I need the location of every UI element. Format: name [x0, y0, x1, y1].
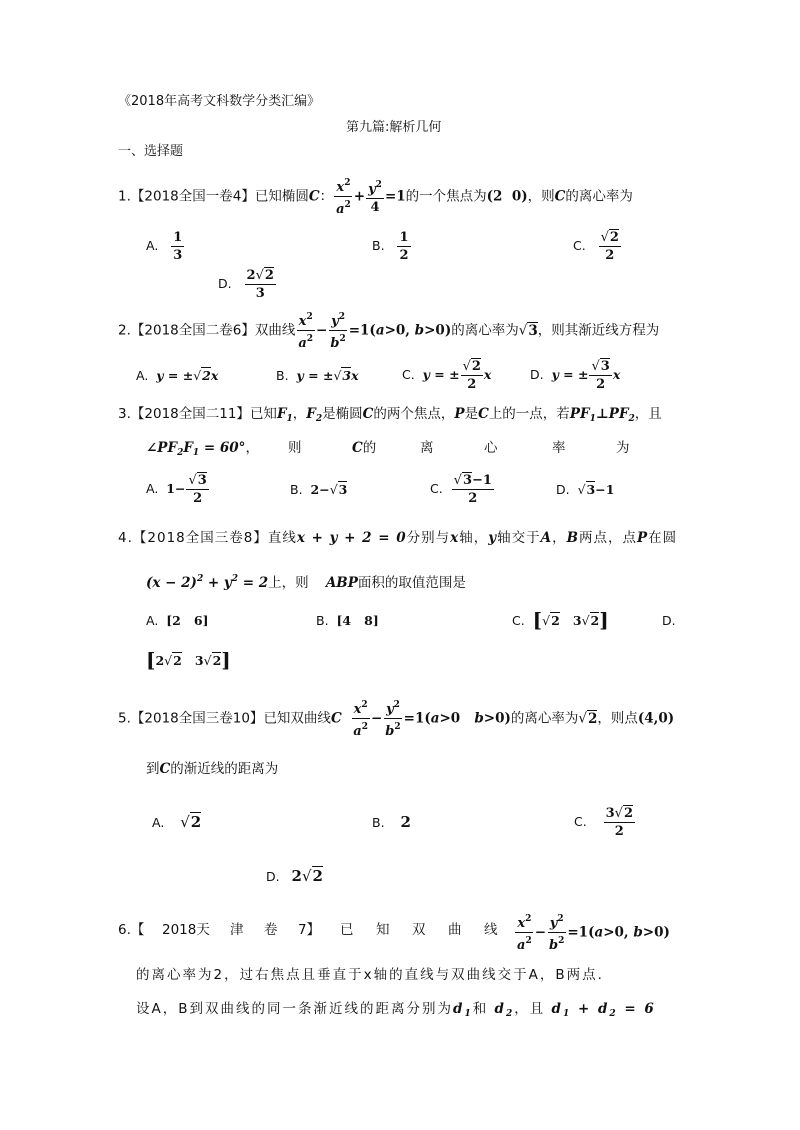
- q4-option-b[interactable]: B. [4 8]: [316, 613, 379, 628]
- book-title: 《2018年高考文科数学分类汇编》: [118, 94, 321, 109]
- q3-option-a[interactable]: A. 1− $\frac{√3}{2}$: [146, 473, 207, 506]
- q5-option-a[interactable]: A. √2: [152, 813, 202, 831]
- math-fraction: $\frac{y^2}{4}$: [368, 180, 382, 215]
- question-2: 2.【2018全国二卷6】双曲线 $\frac{x^2}{a^2}$ − $\frac{y^2}{b^2}$ =1(a>0, b>0)的离心率为√3，则其渐近线方程为: [118, 312, 660, 351]
- q2-option-c[interactable]: C. y = ± $\frac{√2}{2}$ x: [402, 359, 492, 392]
- q4-option-d-label[interactable]: D.: [662, 613, 676, 628]
- q5-option-c[interactable]: C. $\frac{3√2}{2}$: [574, 806, 633, 839]
- question-3: 3.【2018全国二11】已知$F_1$，$F_2$是椭圆C的两个焦点，P是C上的一点，若$PF_1\perp PF_2$，且: [118, 406, 662, 424]
- q1-option-b[interactable]: B. $\frac{1}{2}$: [372, 230, 409, 263]
- question-3-line-2: $\angle PF_2F_1 = 60^\circ$，: [146, 440, 259, 458]
- question-4-line-2: $(x - 2)^2 + y^2 = 2$上，则 ABP面积的取值范围是: [146, 574, 466, 591]
- math-fraction: $\frac{x^2}{a^2}$: [336, 178, 351, 217]
- q5-option-b[interactable]: B. 2: [372, 813, 411, 831]
- q2-option-b[interactable]: B. y = ±√3x: [276, 368, 359, 383]
- question-4: 4.【2018全国三卷8】直线x + y + 2 = 0分别与x轴，y轴交于A，B两点，点P在圆: [118, 530, 678, 546]
- q4-option-c[interactable]: C. [√2 3√2]: [512, 608, 609, 632]
- q4-option-d[interactable]: [2√2 3√2]: [146, 648, 231, 672]
- question-1: 1.【2018全国一卷4】已知椭圆C： $\frac{x^2}{a^2}$ + $\frac{y^2}{4}$ =1的一个焦点为(2 0)，则C的离心率为: [118, 178, 633, 217]
- question-6-line-2: 的离心率为2，过右焦点且垂直于x轴的直线与双曲线交于A，B两点．: [136, 967, 614, 983]
- chapter-title: 第九篇:解析几何: [346, 120, 442, 135]
- q5-option-d[interactable]: D. 2√2: [266, 867, 323, 885]
- q2-option-a[interactable]: A. y = ±√2x: [136, 368, 219, 383]
- q3-option-b[interactable]: B. 2−√3: [290, 482, 348, 497]
- q1-option-a[interactable]: A. $\frac{1}{3}$: [146, 230, 183, 263]
- q3-option-c[interactable]: C. $\frac{√3-1}{2}$: [430, 473, 492, 506]
- q2-option-d[interactable]: D. y = ± $\frac{√3}{2}$ x: [530, 359, 621, 392]
- question-5: 5.【2018全国三卷10】已知双曲线C $\frac{x^2}{a^2}$ − $\frac{y^2}{b^2}$ =1(a>0 b>0)的离心率为√2，则点(4,0): [118, 700, 675, 739]
- question-5-line-2: 到C的渐近线的距离为: [146, 761, 279, 777]
- q1-option-d[interactable]: D. $\frac{2√2}{3}$: [218, 268, 274, 301]
- section-title: 一、选择题: [118, 144, 184, 159]
- q4-option-a[interactable]: A. [2 6]: [146, 613, 209, 628]
- question-6-line-3: 设A，B到双曲线的同一条渐近线的距离分别为$d_1$和 $d_2$，且 $d_1 + d_2 = 6$: [136, 1001, 656, 1019]
- q3-option-d[interactable]: D. √3−1: [556, 482, 615, 497]
- q1-option-c[interactable]: C. $\frac{√2}{2}$: [573, 230, 619, 263]
